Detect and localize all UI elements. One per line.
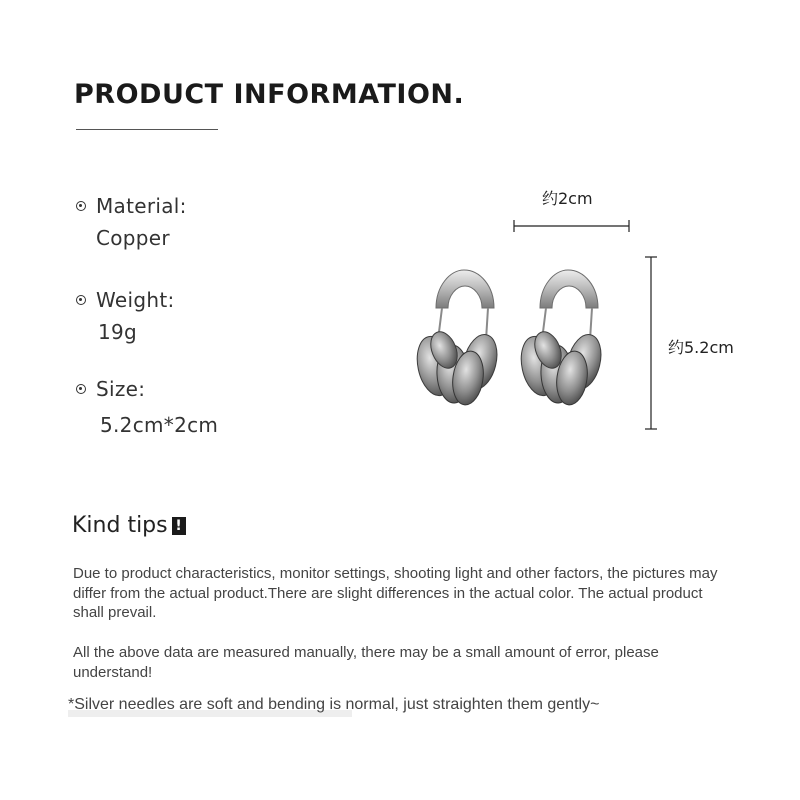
- warning-icon: !: [172, 517, 186, 535]
- tip-paragraph-1: Due to product characteristics, monitor settings, shooting light and other factors, the pictures may differ from the actual product.There are slight differences in the actual color. The actual product shall prevail.: [73, 565, 718, 621]
- kind-tips-label: Kind tips: [72, 513, 168, 538]
- height-dimension-label: 约5.2cm: [668, 338, 734, 357]
- left-earring: [412, 270, 502, 407]
- spec-label: Weight:: [96, 288, 175, 312]
- bullet-icon: [76, 295, 86, 305]
- spec-size: [76, 377, 218, 437]
- bullet-icon: [76, 384, 86, 394]
- kind-tips-heading: [72, 513, 186, 538]
- spec-weight: [76, 288, 175, 344]
- earrings-product-image: [408, 258, 618, 438]
- spec-value: 5.2cm*2cm: [100, 413, 219, 437]
- tip-paragraph-2: All the above data are measured manually, there may be a small amount of error, please understand!: [73, 644, 659, 681]
- right-earring: [516, 270, 606, 407]
- height-dimension-line: [643, 254, 659, 434]
- spec-material: [76, 194, 187, 250]
- spec-label: Size:: [96, 377, 146, 401]
- title-underline: [76, 129, 218, 130]
- needle-note: *Silver needles are soft and bending is normal, just straighten them gently~: [68, 696, 600, 713]
- width-dimension-label: 约2cm: [542, 189, 593, 208]
- spec-value: Copper: [96, 226, 170, 250]
- width-dimension-line: [510, 218, 635, 234]
- spec-label: Material:: [96, 194, 187, 218]
- page-title: PRODUCT INFORMATION.: [74, 79, 465, 110]
- bullet-icon: [76, 201, 86, 211]
- spec-value: 19g: [98, 320, 138, 344]
